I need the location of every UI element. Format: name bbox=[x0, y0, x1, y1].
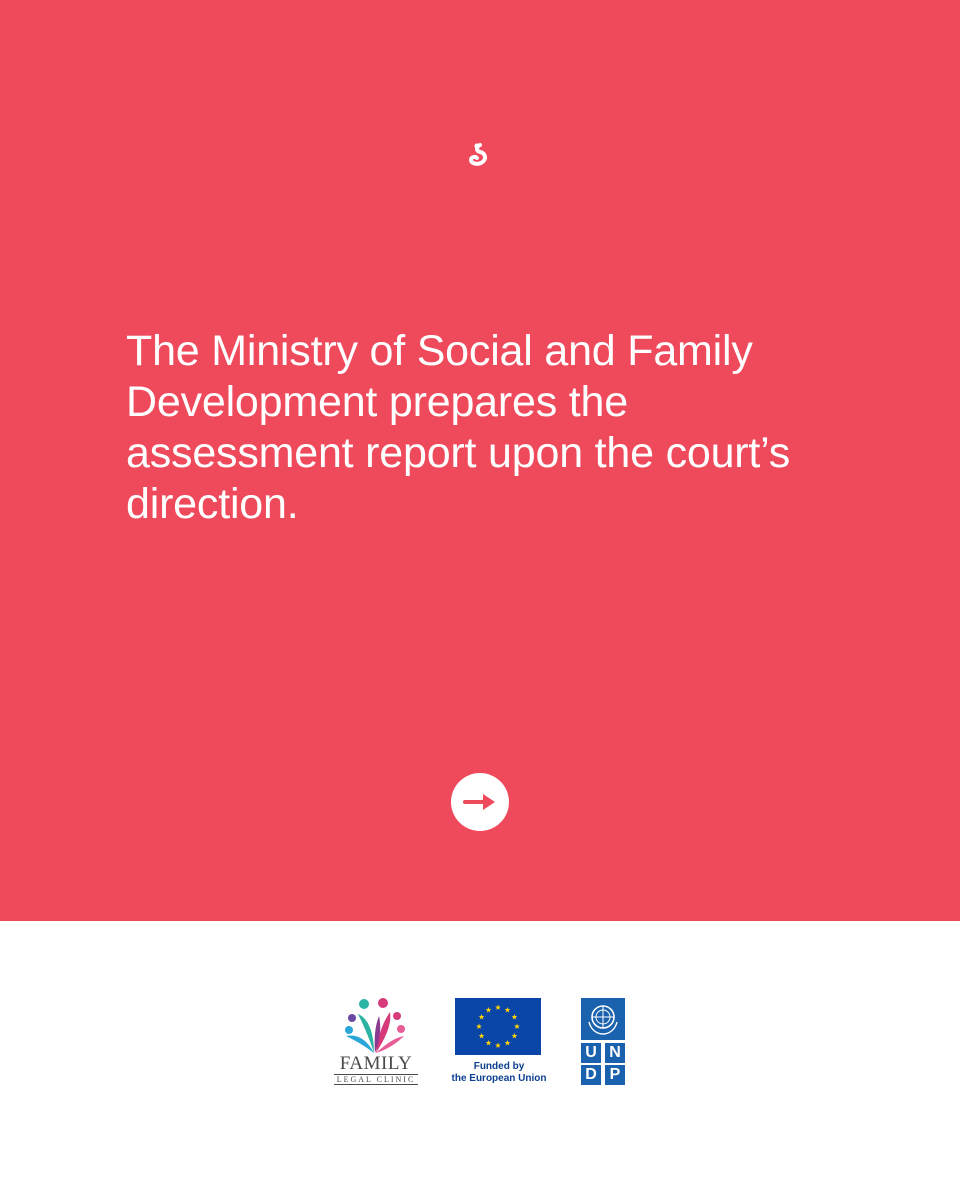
eu-star-icon bbox=[476, 1024, 482, 1029]
undp-letter-d: D bbox=[581, 1065, 601, 1085]
eu-star-icon bbox=[486, 1007, 492, 1012]
eu-star-icon bbox=[495, 1043, 501, 1048]
undp-letter-n: N bbox=[605, 1043, 625, 1063]
un-emblem-icon bbox=[581, 998, 625, 1040]
eu-caption bbox=[446, 1061, 552, 1085]
eu-funding-logo bbox=[446, 997, 552, 1089]
arrow-right-icon bbox=[463, 792, 497, 812]
script-mark-icon bbox=[466, 143, 494, 173]
eu-star-icon bbox=[505, 1040, 511, 1045]
eu-star-icon bbox=[479, 1014, 485, 1019]
family-figures-icon bbox=[334, 996, 418, 1054]
undp-logo bbox=[581, 998, 625, 1085]
eu-star-icon bbox=[495, 1005, 501, 1010]
eu-star-icon bbox=[512, 1014, 518, 1019]
undp-letter-p: P bbox=[605, 1065, 625, 1085]
undp-letter-u: U bbox=[581, 1043, 601, 1063]
eu-star-icon bbox=[512, 1033, 518, 1038]
family-legal-clinic-name: FAMILY bbox=[339, 1053, 413, 1074]
eu-star-icon bbox=[479, 1033, 485, 1038]
eu-star-icon bbox=[514, 1024, 520, 1029]
un-emblem-tile bbox=[581, 998, 625, 1040]
statement-text: The Ministry of Social and Family Development prepares the assessment report upon the court’s direction. bbox=[126, 327, 791, 528]
eu-flag-icon bbox=[455, 998, 541, 1055]
eu-caption-line1: Funded by bbox=[473, 1061, 525, 1072]
family-legal-clinic-logo bbox=[334, 996, 418, 1088]
next-button[interactable] bbox=[451, 773, 509, 831]
eu-star-icon bbox=[486, 1040, 492, 1045]
family-legal-clinic-subtitle: LEGAL CLINIC bbox=[334, 1074, 418, 1085]
eu-caption-line2: the European Union bbox=[451, 1073, 547, 1084]
eu-star-icon bbox=[505, 1007, 511, 1012]
